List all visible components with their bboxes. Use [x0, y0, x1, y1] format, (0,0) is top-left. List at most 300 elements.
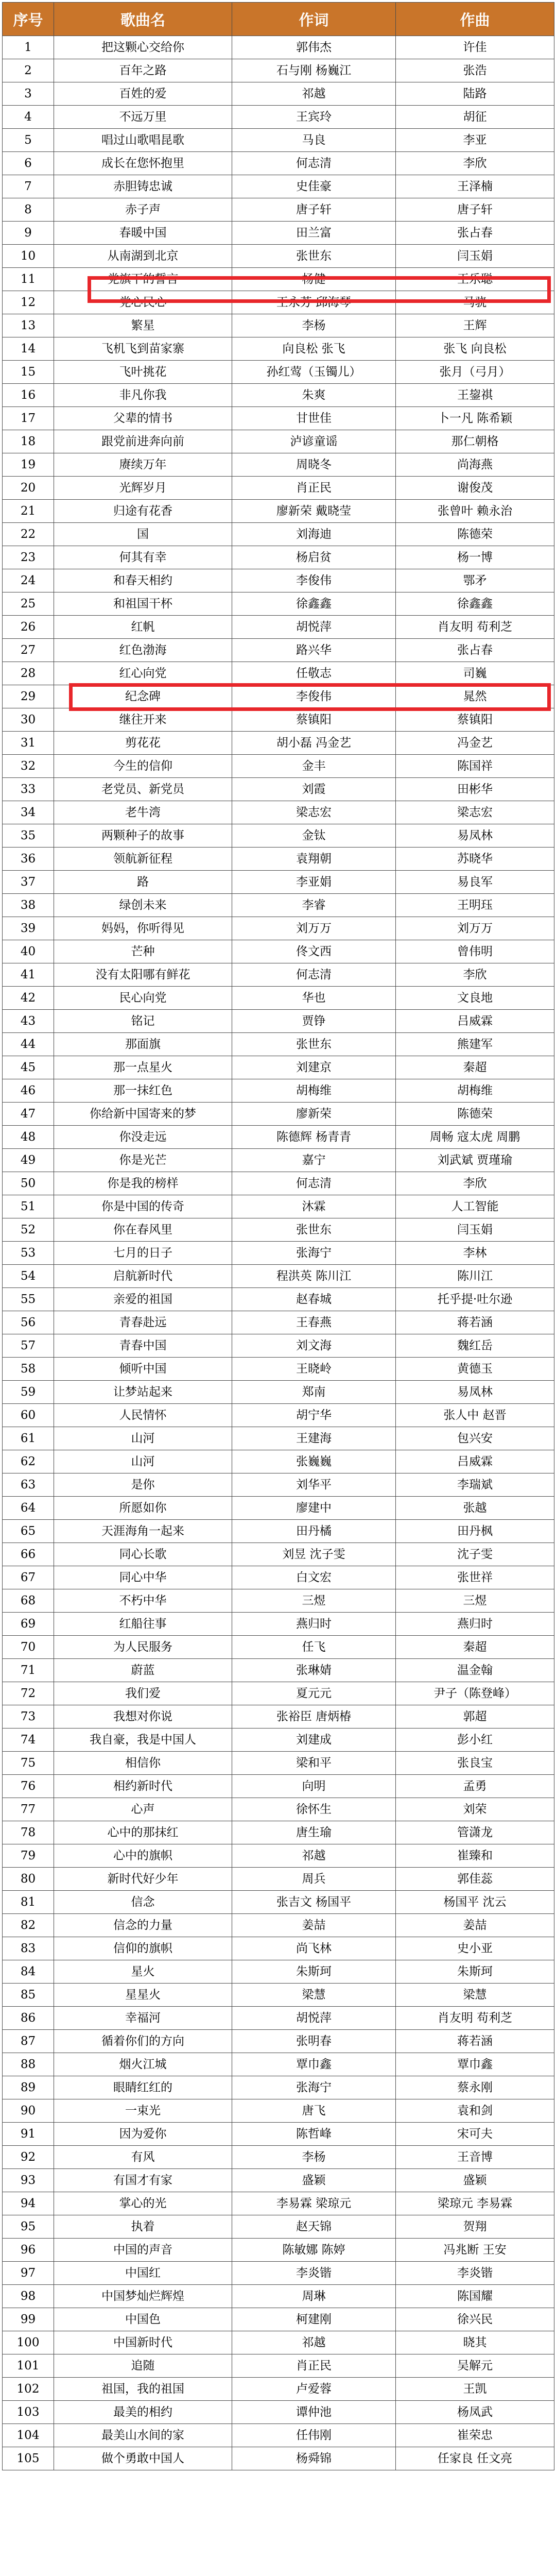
row-number-cell: 76 [3, 1775, 54, 1798]
song-title-cell: 信念的力量 [54, 1914, 232, 1937]
table-row [3, 848, 554, 871]
song-title-cell: 让梦站起来 [54, 1381, 232, 1404]
song-title-cell: 民心向党 [54, 987, 232, 1010]
song-title-cell: 那面旗 [54, 1033, 232, 1056]
composer-cell: 晓其 [396, 2331, 554, 2354]
composer-cell: 易凤林 [396, 1381, 554, 1404]
row-number-cell: 64 [3, 1497, 54, 1520]
row-number-cell: 78 [3, 1821, 54, 1844]
composer-cell: 陈国祥 [396, 755, 554, 778]
lyricist-cell: 白文宏 [232, 1566, 396, 1589]
lyricist-cell: 杨健 [232, 268, 396, 291]
song-title-cell: 唱过山歌唱昆歌 [54, 129, 232, 152]
song-title-cell: 赤胆铸忠诚 [54, 175, 232, 198]
composer-cell: 刘万万 [396, 917, 554, 940]
song-title-cell: 执着 [54, 2215, 232, 2239]
song-title-cell: 剪花花 [54, 732, 232, 755]
table-row [3, 755, 554, 778]
row-number-cell: 62 [3, 1450, 54, 1473]
table-row [3, 2123, 554, 2146]
lyricist-cell: 谭仲池 [232, 2401, 396, 2424]
composer-cell: 沈子雯 [396, 1543, 554, 1566]
row-number-cell: 47 [3, 1103, 54, 1126]
lyricist-cell: 刘建京 [232, 1056, 396, 1079]
composer-cell: 闫玉娟 [396, 245, 554, 268]
lyricist-cell: 向明 [232, 1775, 396, 1798]
table-row [3, 2099, 554, 2123]
row-number-cell: 3 [3, 82, 54, 106]
row-number-cell: 32 [3, 755, 54, 778]
composer-cell: 田丹枫 [396, 1520, 554, 1543]
row-number-cell: 82 [3, 1914, 54, 1937]
song-title-cell: 赓续万年 [54, 453, 232, 477]
lyricist-cell: 杨舜锦 [232, 2447, 396, 2470]
composer-cell: 彭小红 [396, 1728, 554, 1752]
lyricist-cell: 朱斯珂 [232, 1960, 396, 1984]
song-title-cell: 两颗种子的故事 [54, 824, 232, 848]
row-number-cell: 61 [3, 1427, 54, 1450]
row-number-cell: 14 [3, 337, 54, 361]
row-number-cell: 40 [3, 940, 54, 963]
row-number-cell: 58 [3, 1358, 54, 1381]
lyricist-cell: 向良松 张飞 [232, 337, 396, 361]
row-number-cell: 86 [3, 2007, 54, 2030]
composer-cell: 文良地 [396, 987, 554, 1010]
lyricist-cell: 嘉宁 [232, 1149, 396, 1172]
song-title-cell: 心中的那抹红 [54, 1821, 232, 1844]
lyricist-cell: 任敬志 [232, 662, 396, 685]
row-number-cell: 22 [3, 523, 54, 546]
lyricist-cell: 张世东 [232, 245, 396, 268]
table-row [3, 59, 554, 82]
row-number-cell: 63 [3, 1473, 54, 1497]
song-title-cell: 党心民心 [54, 291, 232, 314]
row-number-cell: 102 [3, 2378, 54, 2401]
composer-cell: 史小亚 [396, 1937, 554, 1960]
row-number-cell: 79 [3, 1844, 54, 1868]
song-title-cell: 最美山水间的家 [54, 2424, 232, 2447]
lyricist-cell: 张海宁 [232, 1242, 396, 1265]
composer-cell: 张曾叶 赖永治 [396, 500, 554, 523]
table-row [3, 82, 554, 106]
table-row [3, 1589, 554, 1613]
table-row [3, 1705, 554, 1728]
composer-cell: 徐兴民 [396, 2308, 554, 2331]
song-title-cell: 中国的声音 [54, 2239, 232, 2262]
composer-cell: 王明珏 [396, 894, 554, 917]
composer-cell: 贺翔 [396, 2215, 554, 2239]
table-row [3, 2285, 554, 2308]
lyricist-cell: 李俊伟 [232, 569, 396, 592]
song-title-cell: 归途有花香 [54, 500, 232, 523]
table-row [3, 708, 554, 732]
song-title-cell: 一束光 [54, 2099, 232, 2123]
song-title-cell: 天涯海角一起来 [54, 1520, 232, 1543]
composer-cell: 那仁朝格 [396, 430, 554, 453]
lyricist-cell: 杨启贫 [232, 546, 396, 569]
lyricist-cell: 唐子轩 [232, 198, 396, 222]
lyricist-cell: 马良 [232, 129, 396, 152]
composer-cell: 张占春 [396, 222, 554, 245]
composer-cell: 张月（弓月） [396, 361, 554, 384]
lyricist-cell: 王宾玲 [232, 106, 396, 129]
composer-cell: 蒋若涵 [396, 2030, 554, 2053]
song-title-cell: 你给新中国寄来的梦 [54, 1103, 232, 1126]
composer-cell: 张世祥 [396, 1566, 554, 1589]
lyricist-cell: 胡宁华 [232, 1404, 396, 1427]
composer-cell: 马骁 [396, 291, 554, 314]
lyricist-cell: 廖新荣 [232, 1103, 396, 1126]
song-title-cell: 有国才有家 [54, 2169, 232, 2192]
row-number-cell: 55 [3, 1288, 54, 1311]
row-number-cell: 30 [3, 708, 54, 732]
song-title-cell: 妈妈，你听得见 [54, 917, 232, 940]
lyricist-cell: 甘世佳 [232, 407, 396, 430]
song-title-cell: 党旗下的誓言 [54, 268, 232, 291]
row-number-cell: 8 [3, 198, 54, 222]
composer-cell: 杨一博 [396, 546, 554, 569]
song-title-cell: 星火 [54, 1960, 232, 1984]
lyricist-cell: 任伟刚 [232, 2424, 396, 2447]
composer-cell: 托乎提·吐尔逊 [396, 1288, 554, 1311]
composer-cell: 温金翰 [396, 1659, 554, 1682]
table-row [3, 871, 554, 894]
row-number-cell: 36 [3, 848, 54, 871]
song-title-cell: 绿创未来 [54, 894, 232, 917]
lyricist-cell: 何志清 [232, 152, 396, 175]
composer-cell: 李林 [396, 1242, 554, 1265]
table-row [3, 1914, 554, 1937]
composer-cell: 王乐聪 [396, 268, 554, 291]
composer-cell: 张人中 赵晋 [396, 1404, 554, 1427]
header-row [3, 3, 554, 36]
table-row [3, 1937, 554, 1960]
header-song-title: 歌曲名 [54, 3, 232, 36]
composer-cell: 崔臻和 [396, 1844, 554, 1868]
song-title-cell: 青春中国 [54, 1334, 232, 1358]
table-row [3, 1752, 554, 1775]
composer-cell: 肖友明 苟利芝 [396, 616, 554, 639]
table-row [3, 1311, 554, 1334]
composer-cell: 朱斯珂 [396, 1960, 554, 1984]
table-row [3, 222, 554, 245]
composer-cell: 刘荣 [396, 1798, 554, 1821]
composer-cell: 三煜 [396, 1589, 554, 1613]
lyricist-cell: 华也 [232, 987, 396, 1010]
table-row [3, 616, 554, 639]
lyricist-cell: 何志清 [232, 963, 396, 987]
composer-cell: 徐鑫鑫 [396, 592, 554, 616]
song-title-cell: 我自豪，我是中国人 [54, 1728, 232, 1752]
composer-cell: 田彬华 [396, 778, 554, 801]
table-row [3, 337, 554, 361]
lyricist-cell: 金丰 [232, 755, 396, 778]
composer-cell: 梁志宏 [396, 801, 554, 824]
song-title-cell: 春暖中国 [54, 222, 232, 245]
row-number-cell: 24 [3, 569, 54, 592]
row-number-cell: 94 [3, 2192, 54, 2215]
table-row [3, 1265, 554, 1288]
table-row [3, 2239, 554, 2262]
row-number-cell: 105 [3, 2447, 54, 2470]
lyricist-cell: 赵天锦 [232, 2215, 396, 2239]
song-title-cell: 烟火江城 [54, 2053, 232, 2076]
lyricist-cell: 祁越 [232, 1844, 396, 1868]
table-row [3, 569, 554, 592]
lyricist-cell: 张琳婧 [232, 1659, 396, 1682]
song-title-cell: 信仰的旗帜 [54, 1937, 232, 1960]
composer-cell: 宋可夫 [396, 2123, 554, 2146]
lyricist-cell: 燕归时 [232, 1613, 396, 1636]
composer-cell: 张浩 [396, 59, 554, 82]
song-title-cell: 因为爱你 [54, 2123, 232, 2146]
row-number-cell: 34 [3, 801, 54, 824]
row-number-cell: 6 [3, 152, 54, 175]
lyricist-cell: 姜喆 [232, 1914, 396, 1937]
table-row [3, 1427, 554, 1450]
row-number-cell: 4 [3, 106, 54, 129]
composer-cell: 郭佳蕊 [396, 1868, 554, 1891]
row-number-cell: 17 [3, 407, 54, 430]
row-number-cell: 54 [3, 1265, 54, 1288]
lyricist-cell: 廖新荣 戴晓莹 [232, 500, 396, 523]
lyricist-cell: 刘昱 沈子雯 [232, 1543, 396, 1566]
composer-cell: 张飞 向良松 [396, 337, 554, 361]
table-row [3, 2401, 554, 2424]
table-row [3, 662, 554, 685]
lyricist-cell: 卢爱蓉 [232, 2378, 396, 2401]
lyricist-cell: 梁和平 [232, 1752, 396, 1775]
row-number-cell: 74 [3, 1728, 54, 1752]
table-row [3, 361, 554, 384]
composer-cell: 秦超 [396, 1056, 554, 1079]
lyricist-cell: 王春燕 [232, 1311, 396, 1334]
table-row [3, 1381, 554, 1404]
composer-cell: 梁琼元 李易霖 [396, 2192, 554, 2215]
table-row [3, 917, 554, 940]
composer-cell: 苏晓华 [396, 848, 554, 871]
song-title-cell: 繁星 [54, 314, 232, 337]
table-row [3, 1891, 554, 1914]
composer-cell: 蔡镇阳 [396, 708, 554, 732]
lyricist-cell: 徐怀生 [232, 1798, 396, 1821]
composer-cell: 王音博 [396, 2146, 554, 2169]
composer-cell: 吴解元 [396, 2354, 554, 2378]
song-title-cell: 山河 [54, 1450, 232, 1473]
composer-cell: 杨国平 沈云 [396, 1891, 554, 1914]
table-row [3, 523, 554, 546]
song-title-cell: 启航新时代 [54, 1265, 232, 1288]
lyricist-cell: 张裕臣 唐炳椿 [232, 1705, 396, 1728]
song-title-cell: 心中的旗帜 [54, 1844, 232, 1868]
table-row [3, 2262, 554, 2285]
composer-cell: 王鋆祺 [396, 384, 554, 407]
row-number-cell: 84 [3, 1960, 54, 1984]
row-number-cell: 28 [3, 662, 54, 685]
song-title-cell: 百姓的爱 [54, 82, 232, 106]
lyricist-cell: 祁越 [232, 82, 396, 106]
table-body [3, 36, 554, 2470]
lyricist-cell: 陈德辉 杨青青 [232, 1126, 396, 1149]
composer-cell: 易良军 [396, 871, 554, 894]
composer-cell: 管潇龙 [396, 1821, 554, 1844]
lyricist-cell: 泸谚童谣 [232, 430, 396, 453]
table-row [3, 1450, 554, 1473]
lyricist-cell: 陈敏娜 陈婷 [232, 2239, 396, 2262]
lyricist-cell: 刘海迪 [232, 523, 396, 546]
row-number-cell: 99 [3, 2308, 54, 2331]
table-row [3, 592, 554, 616]
table-row [3, 963, 554, 987]
row-number-cell: 88 [3, 2053, 54, 2076]
lyricist-cell: 胡悦萍 [232, 2007, 396, 2030]
row-number-cell: 29 [3, 685, 54, 708]
song-title-cell: 赤子声 [54, 198, 232, 222]
table-header [3, 3, 554, 36]
song-title-cell: 相约新时代 [54, 1775, 232, 1798]
song-title-cell: 同心长歌 [54, 1543, 232, 1566]
lyricist-cell: 孙红莺（玉镯儿） [232, 361, 396, 384]
composer-cell: 周畅 寇太虎 周鹏 [396, 1126, 554, 1149]
row-number-cell: 51 [3, 1195, 54, 1218]
composer-cell: 刘武斌 贾瑾瑜 [396, 1149, 554, 1172]
composer-cell: 尚海燕 [396, 453, 554, 477]
row-number-cell: 9 [3, 222, 54, 245]
table-row [3, 685, 554, 708]
table-row [3, 894, 554, 917]
lyricist-cell: 三煜 [232, 1589, 396, 1613]
table-row [3, 2215, 554, 2239]
song-title-cell: 中国色 [54, 2308, 232, 2331]
composer-cell: 肖友明 苟利芝 [396, 2007, 554, 2030]
composer-cell: 张占春 [396, 639, 554, 662]
lyricist-cell: 王晓岭 [232, 1358, 396, 1381]
row-number-cell: 92 [3, 2146, 54, 2169]
row-number-cell: 71 [3, 1659, 54, 1682]
song-title-cell: 所愿如你 [54, 1497, 232, 1520]
table-row [3, 2146, 554, 2169]
lyricist-cell: 郭伟杰 [232, 36, 396, 59]
lyricist-cell: 李杨 [232, 314, 396, 337]
row-number-cell: 26 [3, 616, 54, 639]
header-lyricist: 作词 [232, 3, 396, 36]
table-row [3, 2030, 554, 2053]
lyricist-cell: 刘文海 [232, 1334, 396, 1358]
table-row [3, 1242, 554, 1265]
song-title-cell: 心声 [54, 1798, 232, 1821]
song-title-cell: 老党员、新党员 [54, 778, 232, 801]
row-number-cell: 56 [3, 1311, 54, 1334]
composer-cell: 人工智能 [396, 1195, 554, 1218]
song-title-cell: 老牛湾 [54, 801, 232, 824]
song-title-cell: 和祖国干杯 [54, 592, 232, 616]
composer-cell: 易凤林 [396, 824, 554, 848]
row-number-cell: 57 [3, 1334, 54, 1358]
composer-cell: 包兴安 [396, 1427, 554, 1450]
row-number-cell: 23 [3, 546, 54, 569]
song-title-cell: 不朽中华 [54, 1589, 232, 1613]
song-title-cell: 今生的信仰 [54, 755, 232, 778]
header-composer: 作曲 [396, 3, 554, 36]
row-number-cell: 11 [3, 268, 54, 291]
row-number-cell: 96 [3, 2239, 54, 2262]
row-number-cell: 70 [3, 1636, 54, 1659]
song-title-cell: 红船往事 [54, 1613, 232, 1636]
lyricist-cell: 夏元元 [232, 1682, 396, 1705]
row-number-cell: 77 [3, 1798, 54, 1821]
lyricist-cell: 王永芳 邱海琴 [232, 291, 396, 314]
table-row [3, 129, 554, 152]
table-row [3, 2424, 554, 2447]
table-row [3, 1126, 554, 1149]
table-row [3, 430, 554, 453]
song-title-cell: 相信你 [54, 1752, 232, 1775]
table-row [3, 268, 554, 291]
song-title-cell: 不远万里 [54, 106, 232, 129]
table-row [3, 940, 554, 963]
song-title-cell: 眼睛红红的 [54, 2076, 232, 2099]
song-title-cell: 成长在您怀抱里 [54, 152, 232, 175]
lyricist-cell: 张明春 [232, 2030, 396, 2053]
composer-cell: 陈川江 [396, 1265, 554, 1288]
row-number-cell: 59 [3, 1381, 54, 1404]
song-title-cell: 青春赴远 [54, 1311, 232, 1334]
lyricist-cell: 刘霞 [232, 778, 396, 801]
lyricist-cell: 刘华平 [232, 1473, 396, 1497]
row-number-cell: 49 [3, 1149, 54, 1172]
row-number-cell: 53 [3, 1242, 54, 1265]
row-number-cell: 5 [3, 129, 54, 152]
song-title-cell: 你是我的榜样 [54, 1172, 232, 1195]
table-row [3, 477, 554, 500]
table-row [3, 1473, 554, 1497]
lyricist-cell: 唐生瑜 [232, 1821, 396, 1844]
composer-cell: 孟勇 [396, 1775, 554, 1798]
lyricist-cell: 何志清 [232, 1172, 396, 1195]
header-number: 序号 [3, 3, 54, 36]
table-row [3, 1659, 554, 1682]
composer-cell: 郭超 [396, 1705, 554, 1728]
table-row [3, 245, 554, 268]
lyricist-cell: 祁越 [232, 2331, 396, 2354]
song-title-cell: 跟党前进奔向前 [54, 430, 232, 453]
song-title-cell: 中国梦灿烂辉煌 [54, 2285, 232, 2308]
song-title-cell: 循着你们的方向 [54, 2030, 232, 2053]
lyricist-cell: 刘万万 [232, 917, 396, 940]
lyricist-cell: 李炎锴 [232, 2262, 396, 2285]
row-number-cell: 38 [3, 894, 54, 917]
lyricist-cell: 柯建刚 [232, 2308, 396, 2331]
row-number-cell: 21 [3, 500, 54, 523]
composer-cell: 李欣 [396, 1172, 554, 1195]
row-number-cell: 25 [3, 592, 54, 616]
composer-cell: 蔡永刚 [396, 2076, 554, 2099]
composer-cell: 李欣 [396, 963, 554, 987]
composer-cell: 王辉 [396, 314, 554, 337]
song-table [2, 2, 554, 2470]
row-number-cell: 7 [3, 175, 54, 198]
row-number-cell: 100 [3, 2331, 54, 2354]
lyricist-cell: 陈哲峰 [232, 2123, 396, 2146]
table-row [3, 2076, 554, 2099]
composer-cell: 曾伟明 [396, 940, 554, 963]
table-row [3, 2378, 554, 2401]
composer-cell: 胡征 [396, 106, 554, 129]
table-row [3, 2192, 554, 2215]
table-row [3, 2308, 554, 2331]
composer-cell: 吕威霖 [396, 1450, 554, 1473]
row-number-cell: 93 [3, 2169, 54, 2192]
